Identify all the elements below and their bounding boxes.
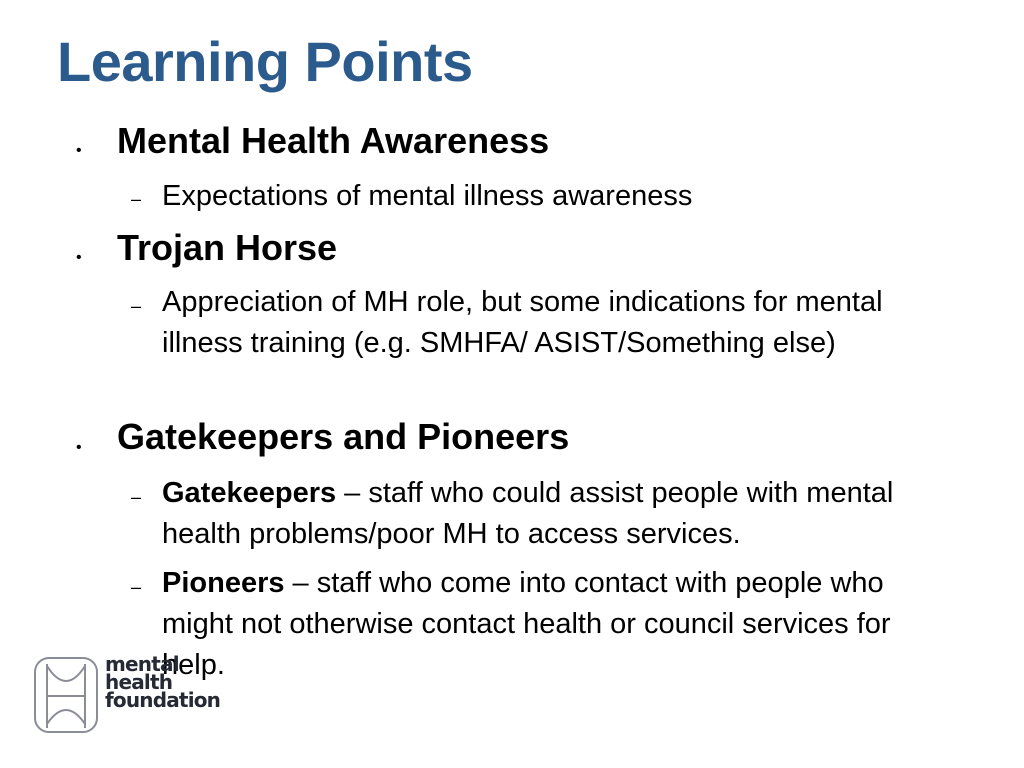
dash-marker: – [131, 296, 142, 316]
mental-health-foundation-logo [33, 652, 223, 736]
sub-point-gatekeepers [162, 473, 962, 555]
dash-marker: – [131, 189, 142, 209]
bullet-heading-mental-health-awareness: Mental Health Awareness [117, 120, 550, 161]
sub-point-pioneers [162, 563, 952, 686]
logo-word-foundation: foundation [105, 688, 221, 712]
logo-wordmark [105, 652, 221, 712]
term-pioneers: Pioneers [162, 567, 285, 599]
logo-mark-icon [33, 656, 103, 736]
dash-marker: – [131, 577, 142, 597]
logo-word-health: health [105, 670, 173, 694]
logo-word-mental: mental [105, 652, 179, 676]
bullet-heading-trojan-horse: Trojan Horse [117, 227, 338, 268]
definition-pioneers: – staff who come into contact with people who might not otherwise contact health or council services for help. [162, 567, 891, 681]
bullet-heading-gatekeepers-and-pioneers: Gatekeepers and Pioneers [117, 416, 570, 457]
sub-point-expectations: Expectations of mental illness awareness [162, 180, 693, 212]
bullet-marker: • [76, 439, 82, 456]
sub-point-appreciation: Appreciation of MH role, but some indications for mental illness training (e.g. SMHFA/ ASIST/Something else) [162, 286, 883, 359]
bullet-marker: • [76, 142, 82, 159]
term-gatekeepers: Gatekeepers [162, 477, 337, 509]
definition-gatekeepers: – staff who could assist people with mental health problems/poor MH to access services. [162, 477, 894, 550]
bullet-marker: • [76, 249, 82, 266]
slide-title: Learning Points [57, 30, 473, 93]
dash-marker: – [131, 487, 142, 507]
